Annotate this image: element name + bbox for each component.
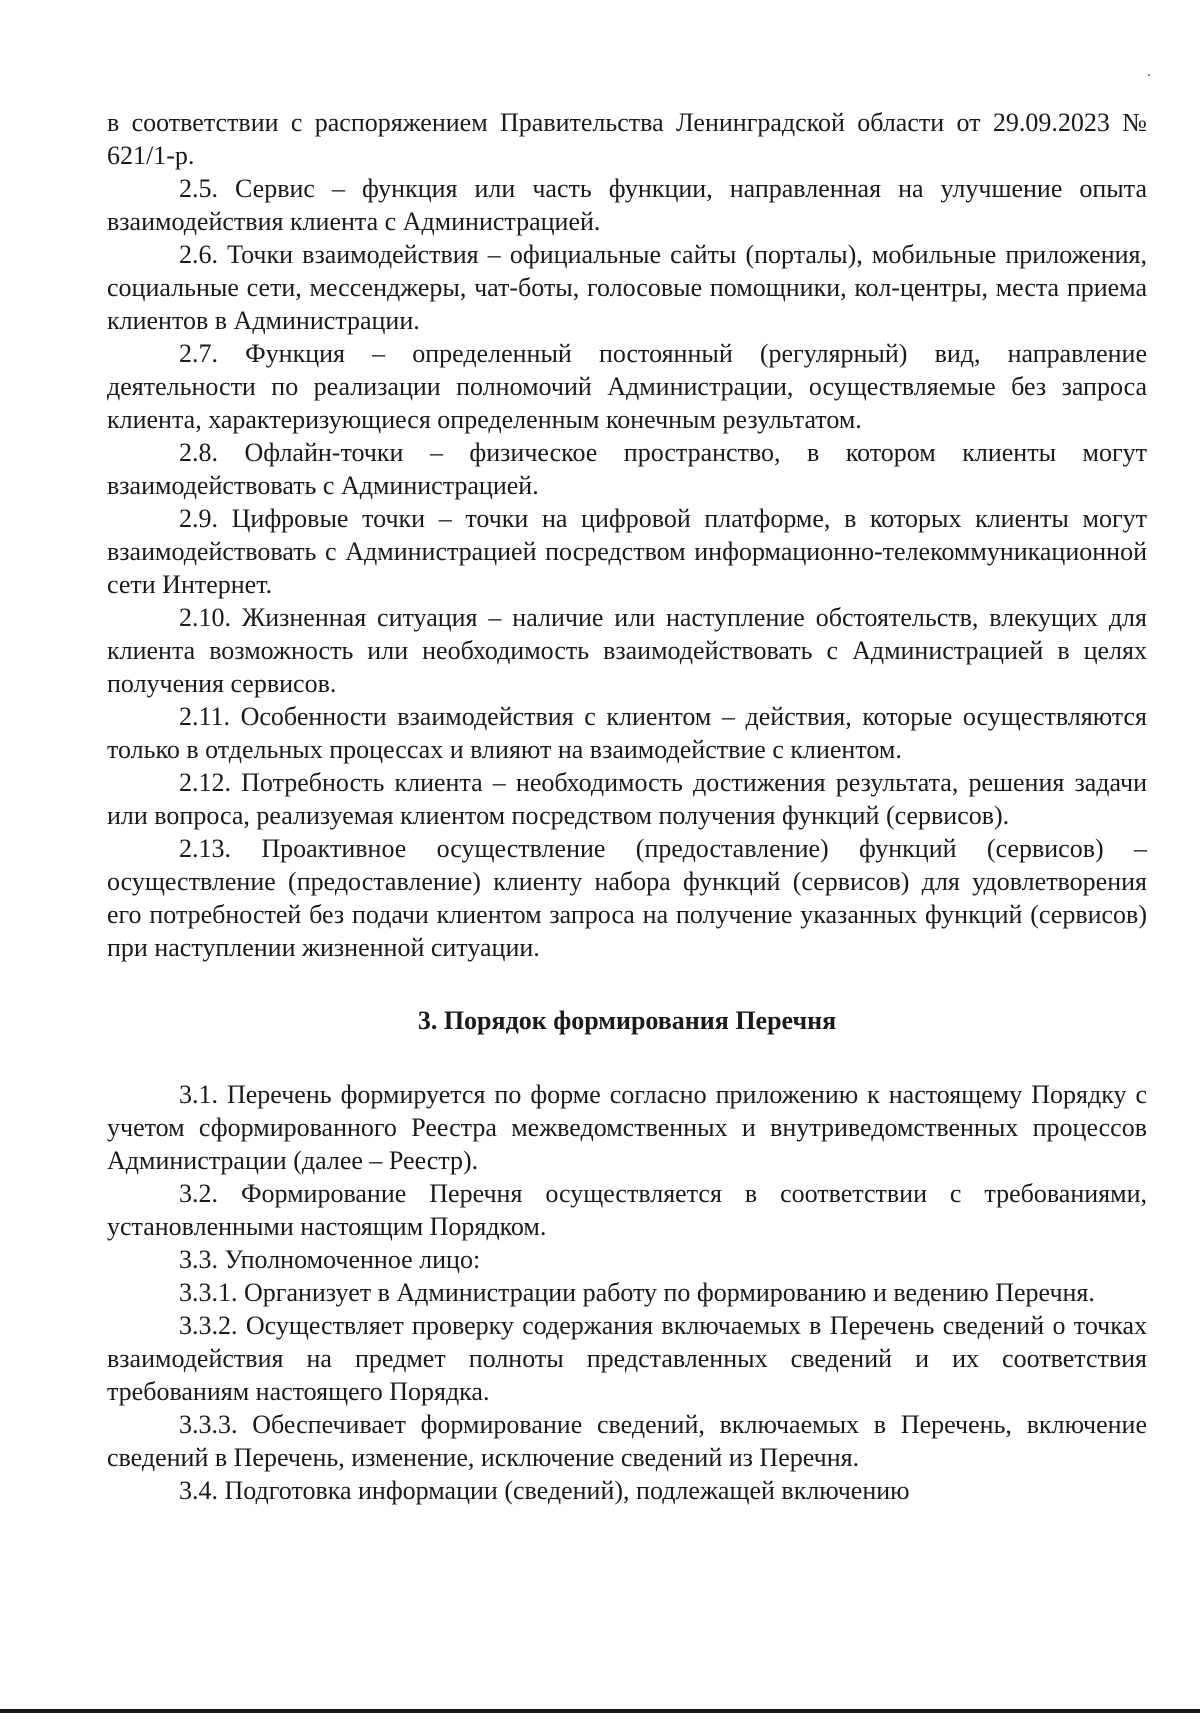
- paragraph-2-12: 2.12. Потребность клиента – необходимость достижения результата, решения задачи или вопроса, реализуемая клиентом посредством получения функций (сервисов).: [107, 768, 1147, 830]
- paragraph-2-7: 2.7. Функция – определенный постоянный (регулярный) вид, направление деятельности по реализации полномочий Администрации, осуществляемые без запроса клиента, характеризующиеся определенным конечным результатом.: [107, 339, 1147, 434]
- paragraph-2-11: 2.11. Особенности взаимодействия с клиентом – действия, которые осуществляются только в отдельных процессах и влияют на взаимодействие с клиентом.: [107, 702, 1147, 764]
- paragraph-3-4: 3.4. Подготовка информации (сведений), подлежащей включению: [179, 1476, 910, 1505]
- paragraph-3-3-2: 3.3.2. Осуществляет проверку содержания включаемых в Перечень сведений о точках взаимодействия на предмет полноты представленных сведений и их соответствия требованиям настоящего Порядка.: [107, 1311, 1147, 1406]
- paragraph-3-3: 3.3. Уполномоченное лицо:: [179, 1245, 481, 1274]
- paragraph-3-2: 3.2. Формирование Перечня осуществляется в соответствии с требованиями, установленными настоящим Порядком.: [107, 1179, 1147, 1241]
- paragraph-2-10: 2.10. Жизненная ситуация – наличие или наступление обстоятельств, влекущих для клиента возможность или необходимость взаимодействовать с Администрацией в целях получения сервисов.: [107, 603, 1147, 698]
- paragraph-2-5: 2.5. Сервис – функция или часть функции, направленная на улучшение опыта взаимодействия клиента с Администрацией.: [107, 174, 1147, 236]
- paragraph-2-6: 2.6. Точки взаимодействия – официальные сайты (порталы), мобильные приложения, социальные сети, мессенджеры, чат-боты, голосовые помощники, кол-центры, места приема клиентов в Администрации.: [107, 240, 1147, 335]
- section-heading: 3. Порядок формирования Перечня: [417, 1006, 837, 1035]
- paragraph-2-9: 2.9. Цифровые точки – точки на цифровой платформе, в которых клиенты могут взаимодействовать с Администрацией посредством информационно-телекоммуникационной сети Интернет.: [107, 504, 1147, 599]
- document-body: [107, 106, 1147, 1507]
- paragraph-2-8: 2.8. Офлайн-точки – физическое пространство, в котором клиенты могут взаимодействовать с Администрацией.: [107, 438, 1147, 500]
- scan-bottom-edge: [0, 1709, 1200, 1713]
- paragraph-3-3-1: 3.3.1. Организует в Администрации работу по формированию и ведению Перечня.: [179, 1278, 1095, 1307]
- paragraph-3-3-3: 3.3.3. Обеспечивает формирование сведений, включаемых в Перечень, включение сведений в Перечень, изменение, исключение сведений из Перечня.: [107, 1410, 1147, 1472]
- paragraph-3-1: 3.1. Перечень формируется по форме согласно приложению к настоящему Порядку с учетом сформированного Реестра межведомственных и внутриведомственных процессов Администрации (далее – Реестр).: [107, 1080, 1147, 1175]
- scan-speck: [1148, 74, 1150, 76]
- paragraph-continuation: в соответствии с распоряжением Правительства Ленинградской области от 29.09.2023 № 621/1-р.: [107, 108, 1147, 170]
- paragraph-2-13: 2.13. Проактивное осуществление (предоставление) функций (сервисов) – осуществление (предоставление) клиенту набора функций (сервисов) для удовлетворения его потребностей без подачи клиентом запроса на получение указанных функций (сервисов) при наступлении жизненной ситуации.: [107, 834, 1147, 962]
